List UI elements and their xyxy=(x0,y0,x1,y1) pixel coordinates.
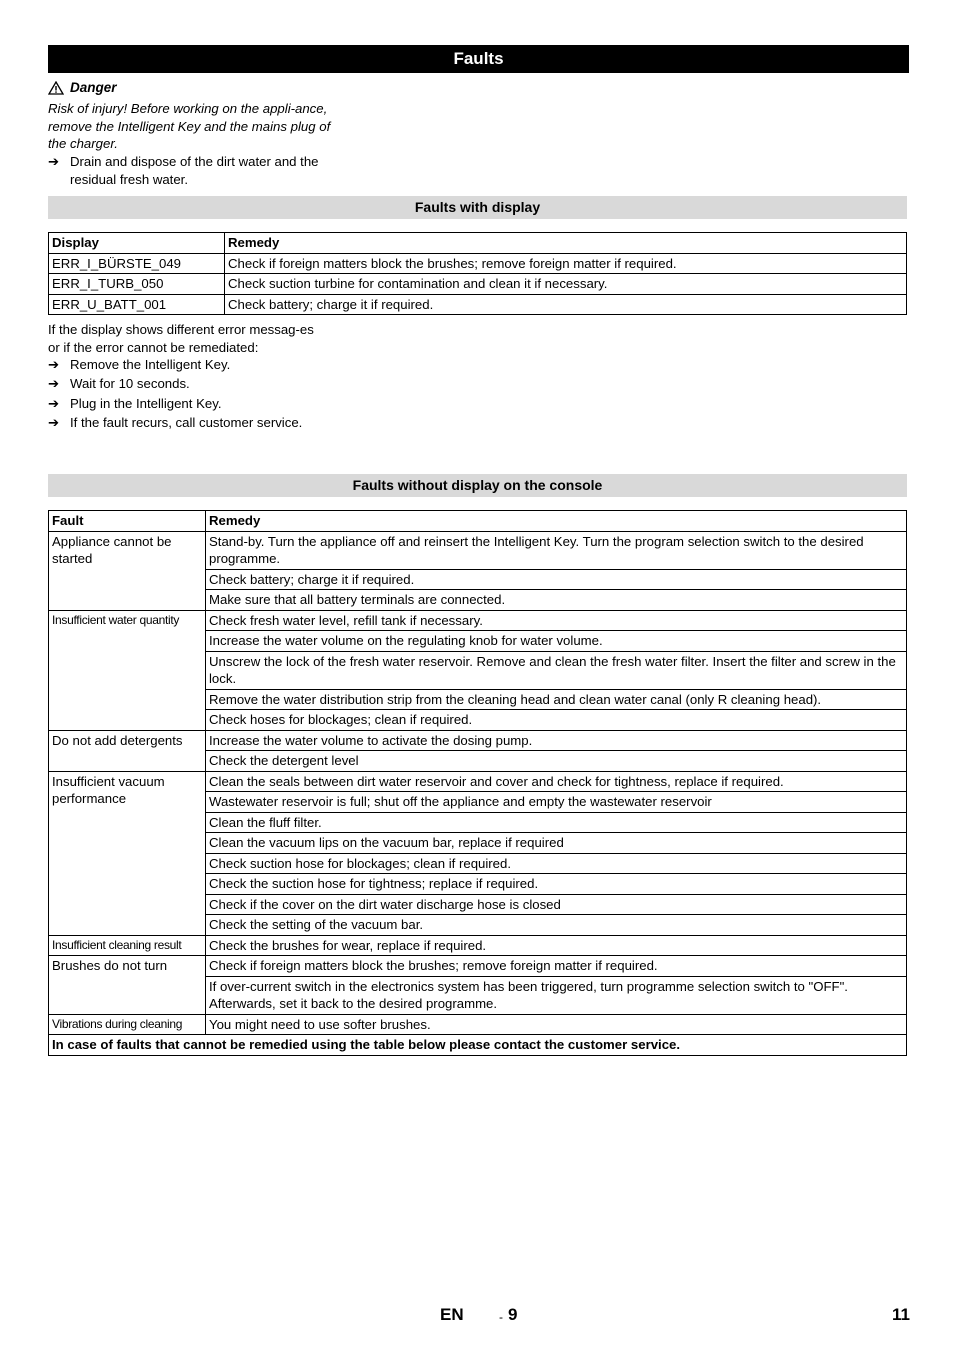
remedy-cell: Stand-by. Turn the appliance off and reinsert the Intelligent Key. Turn the program selection switch to the desired programme. xyxy=(206,531,907,569)
arrow-right-icon: ➔ xyxy=(48,396,60,411)
fault-cell: Insufficient vacuum performance xyxy=(49,771,206,935)
remedy-cell: Check if foreign matters block the brushes; remove foreign matter if required. xyxy=(206,956,907,977)
remedy-cell: Clean the vacuum lips on the vacuum bar, replace if required xyxy=(206,833,907,854)
remedy-cell: Check the suction hose for tightness; replace if required. xyxy=(206,874,907,895)
fault-cell: Insufficient cleaning result xyxy=(49,935,206,956)
footer-language: EN xyxy=(440,1305,464,1324)
remedy-cell: Unscrew the lock of the fresh water reservoir. Remove and clean the fresh water filter. Insert the filter and screw in the lock. xyxy=(206,651,907,689)
instruction-step-text: Remove the Intelligent Key. xyxy=(70,357,231,372)
remedy-cell: Check if foreign matters block the brushes; remove foreign matter if required. xyxy=(225,253,907,274)
instruction-step xyxy=(48,414,368,432)
remedy-cell: Make sure that all battery terminals are connected. xyxy=(206,590,907,611)
table-row xyxy=(49,531,907,569)
section-heading-without-display: Faults without display on the console xyxy=(48,474,907,497)
table-header-row xyxy=(49,511,907,532)
display-faults-table xyxy=(48,232,907,315)
arrow-right-icon: ➔ xyxy=(48,415,60,430)
instruction-step xyxy=(48,395,368,413)
table-row xyxy=(49,935,907,956)
fault-cell: Vibrations during cleaning xyxy=(49,1014,206,1035)
table-row xyxy=(49,730,907,751)
danger-label: Danger xyxy=(70,80,117,95)
section-heading-with-display: Faults with display xyxy=(48,196,907,219)
column-header-display: Display xyxy=(49,233,225,254)
table-row xyxy=(49,610,907,631)
danger-text: Risk of injury! Before working on the appli-ance, remove the Intelligent Key and the mains plug of the charger. xyxy=(48,101,331,152)
warning-triangle-icon xyxy=(48,81,64,95)
remedy-cell: If over-current switch in the electronics system has been triggered, turn programme selection switch to "OFF". Afterwards, set it back to the desired programme. xyxy=(206,976,907,1014)
danger-step xyxy=(48,153,333,188)
danger-heading xyxy=(48,80,117,95)
display-code-cell: ERR_I_BÜRSTE_049 xyxy=(49,253,225,274)
column-header-fault: Fault xyxy=(49,511,206,532)
customer-service-note: In case of faults that cannot be remedied using the table below please contact the customer service. xyxy=(49,1035,907,1056)
table-row xyxy=(49,274,907,295)
table-row xyxy=(49,253,907,274)
fault-cell: Appliance cannot be started xyxy=(49,531,206,610)
page-title: Faults xyxy=(48,45,909,73)
danger-step-text: Drain and dispose of the dirt water and the residual fresh water. xyxy=(70,154,319,187)
arrow-right-icon: ➔ xyxy=(48,357,60,372)
display-note: If the display shows different error messag-es or if the error cannot be remediated: xyxy=(48,322,314,355)
column-header-remedy: Remedy xyxy=(225,233,907,254)
instruction-step xyxy=(48,356,368,374)
remedy-cell: Check if the cover on the dirt water discharge hose is closed xyxy=(206,894,907,915)
table-row xyxy=(49,294,907,315)
console-faults-table xyxy=(48,510,907,1056)
footer-dash: - xyxy=(499,1310,503,1324)
instruction-step-text: Wait for 10 seconds. xyxy=(70,376,190,391)
instruction-step-text: If the fault recurs, call customer service. xyxy=(70,415,303,430)
display-code-cell: ERR_I_TURB_050 xyxy=(49,274,225,295)
arrow-right-icon: ➔ xyxy=(48,154,60,169)
remedy-cell: Check suction hose for blockages; clean if required. xyxy=(206,853,907,874)
instruction-step xyxy=(48,375,368,393)
remedy-cell: Check the setting of the vacuum bar. xyxy=(206,915,907,936)
remedy-cell: Check fresh water level, refill tank if necessary. xyxy=(206,610,907,631)
remedy-cell: Check battery; charge it if required. xyxy=(206,569,907,590)
remedy-cell: Check the detergent level xyxy=(206,751,907,772)
remedy-cell: Remove the water distribution strip from the cleaning head and clean water canal (only R cleaning head). xyxy=(206,689,907,710)
remedy-cell: Wastewater reservoir is full; shut off the appliance and empty the wastewater reservoir xyxy=(206,792,907,813)
fault-cell: Do not add detergents xyxy=(49,730,206,771)
remedy-cell: Increase the water volume on the regulating knob for water volume. xyxy=(206,631,907,652)
remedy-cell: Clean the seals between dirt water reservoir and cover and check for tightness, replace if required. xyxy=(206,771,907,792)
remedy-cell: You might need to use softer brushes. xyxy=(206,1014,907,1035)
remedy-cell: Increase the water volume to activate the dosing pump. xyxy=(206,730,907,751)
remedy-cell: Clean the fluff filter. xyxy=(206,812,907,833)
instruction-step-text: Plug in the Intelligent Key. xyxy=(70,396,222,411)
remedy-cell: Check hoses for blockages; clean if required. xyxy=(206,710,907,731)
remedy-cell: Check battery; charge it if required. xyxy=(225,294,907,315)
table-row xyxy=(49,771,907,792)
arrow-right-icon: ➔ xyxy=(48,376,60,391)
table-row xyxy=(49,956,907,977)
table-row xyxy=(49,1014,907,1035)
remedy-cell: Check the brushes for wear, replace if required. xyxy=(206,935,907,956)
fault-cell: Brushes do not turn xyxy=(49,956,206,1015)
table-header-row xyxy=(49,233,907,254)
table-footer-row xyxy=(49,1035,907,1056)
fault-cell: Insufficient water quantity xyxy=(49,610,206,730)
column-header-remedy: Remedy xyxy=(206,511,907,532)
remedy-cell: Check suction turbine for contamination and clean it if necessary. xyxy=(225,274,907,295)
display-code-cell: ERR_U_BATT_001 xyxy=(49,294,225,315)
page-number: 11 xyxy=(892,1305,910,1324)
footer-section-page: 9 xyxy=(508,1305,518,1324)
